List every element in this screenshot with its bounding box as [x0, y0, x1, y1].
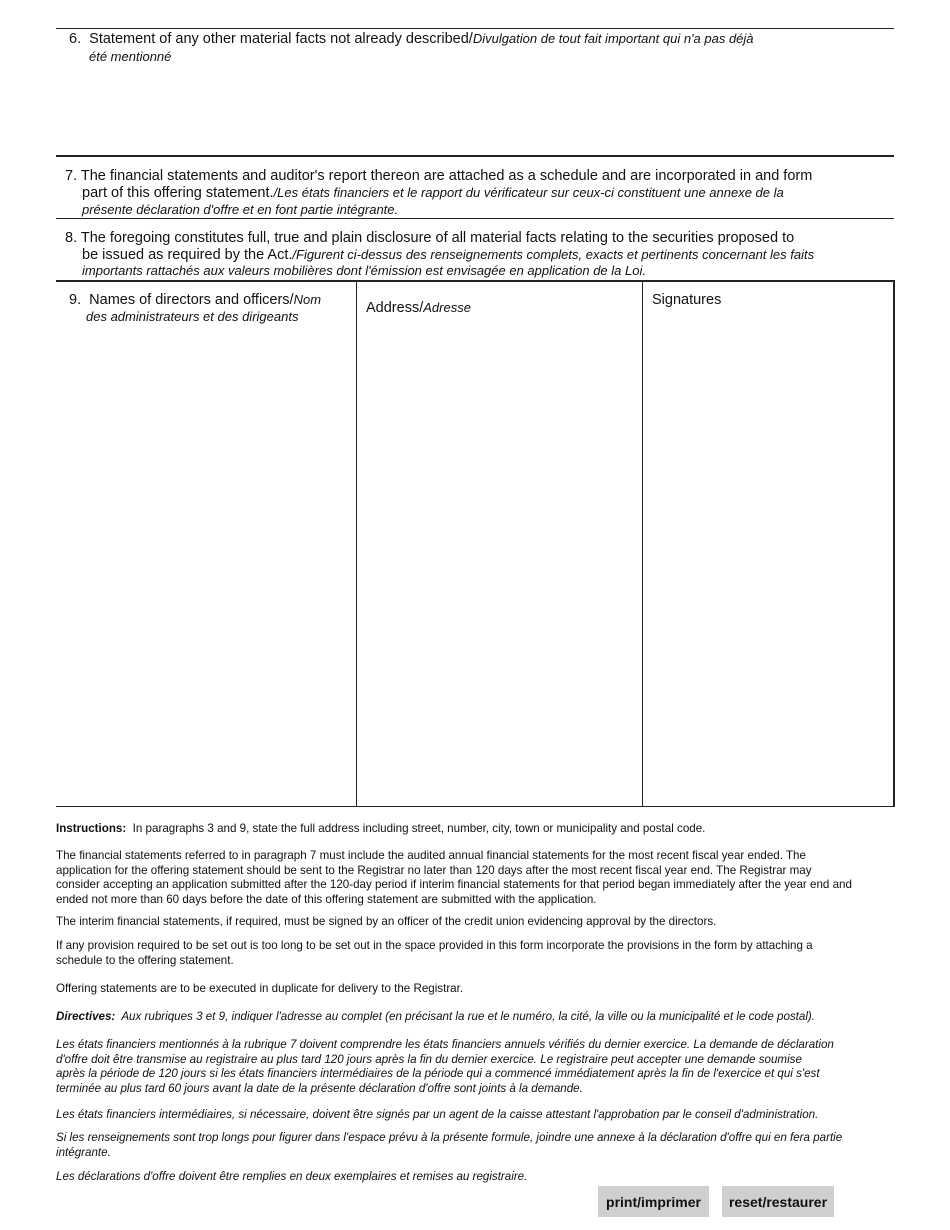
item9-bottom-rule: [56, 806, 895, 807]
item7-top-rule: [56, 155, 894, 157]
item9-names-header-en: Names of directors and officers/: [89, 292, 294, 308]
item9-address-header-en: Address/: [366, 300, 424, 316]
instructions-p2-line4: ended not more than 60 days before the date of this offering statement are submitted with the application.: [56, 892, 597, 906]
directives-p4-line1: Si les renseignements sont trop longs pour figurer dans l'espace prévu à la présente formule, joindre une annexe à la déclaration d'offre qui en fera partie: [56, 1131, 843, 1144]
item9-names-header-fr-b: des administrateurs et des dirigeants: [86, 309, 299, 324]
item9-names-header-fr-a: Nom: [293, 292, 322, 307]
item7-text-line3-fr: présente déclaration d'offre et en font partie intégrante.: [82, 202, 399, 217]
item8-text-line3-fr: importants rattachés aux valeurs mobilières dont l'émission est envisagée en application de la Loi.: [82, 263, 646, 278]
instructions-paragraph-1: [56, 822, 896, 837]
directors-signatures-field[interactable]: [646, 330, 889, 802]
directives-p4-line2: intégrante.: [56, 1145, 111, 1159]
item9-names-header: [69, 292, 354, 308]
directives-heading: Directives:: [56, 1010, 116, 1023]
item7-text-line1: The financial statements and auditor's report thereon are attached as a schedule and are incorporated in and form: [80, 168, 813, 184]
item7-text-line2-en: part of this offering statement.: [82, 185, 274, 201]
instructions-p4-line2: schedule to the offering statement.: [56, 953, 234, 967]
item6-label-fr: Divulgation de tout fait important qui n'a pas déjà: [472, 31, 754, 46]
item7-line1: [65, 168, 895, 184]
item7-line2: [82, 185, 902, 201]
print-button[interactable]: print/imprimer: [598, 1186, 709, 1217]
reset-button[interactable]: reset/restaurer: [722, 1186, 834, 1217]
instructions-paragraph-4: [56, 939, 896, 968]
directives-p2-line2: d'offre doit être transmise au registraire au plus tard 120 jours après la fin du dernier exercice. Le registraire peut accepter une demande soumise: [56, 1052, 802, 1066]
item6-label: [69, 31, 829, 47]
directives-p2-line4: terminée au plus tard 60 jours avant la date de la présente déclaration d'offre sont joints à la demande.: [56, 1081, 583, 1095]
directives-paragraph-2: [56, 1038, 896, 1096]
directors-names-field[interactable]: [60, 330, 352, 802]
instructions-p1-text: In paragraphs 3 and 9, state the full address including street, number, city, town or municipality and postal code.: [132, 822, 706, 835]
item8-text-line2-fr: /Figurent ci-dessus des renseignements complets, exacts et pertinents concernant les faits: [292, 247, 815, 262]
item8-number: 8.: [65, 230, 78, 246]
instructions-p4-line1: If any provision required to be set out is too long to be set out in the space provided in this form incorporate the provisions in the form by attaching a: [56, 939, 813, 952]
item9-top-rule: [56, 280, 895, 282]
item9-divider-1: [356, 281, 357, 807]
instructions-p2-line1: The financial statements referred to in paragraph 7 must include the audited annual financial statements for the most recent fiscal year ended. The: [56, 849, 806, 862]
item8-text-line2-en: be issued as required by the Act.: [82, 247, 293, 263]
item9-address-header-fr: Adresse: [423, 300, 471, 315]
directives-p2-line1: Les états financiers mentionnés à la rubrique 7 doivent comprendre les états financiers annuels vérifiés du dernier exercice. La demande de déclaration: [56, 1038, 834, 1051]
directives-paragraph-5: Les déclarations d'offre doivent être remplies en deux exemplaires et remises au registraire.: [56, 1170, 528, 1183]
instructions-paragraph-3: The interim financial statements, if required, must be signed by an officer of the credit union evidencing approval by the directors.: [56, 915, 717, 928]
item9-number: 9.: [69, 292, 82, 308]
item7-number: 7.: [65, 168, 78, 184]
instructions-paragraph-2: [56, 849, 896, 907]
item8-text-line1: The foregoing constitutes full, true and plain disclosure of all material facts relating to the securities proposed to: [80, 230, 795, 246]
item6-number: 6.: [69, 31, 82, 47]
item7-text-line2-fr: /Les états financiers et le rapport du vérificateur sur ceux-ci constituent une annexe de la: [273, 185, 784, 200]
item6-top-rule: [56, 28, 894, 29]
item6-label-fr-line2: été mentionné: [89, 49, 172, 64]
instructions-p2-line2: application for the offering statement should be sent to the Registrar no later than 120 days after the most recent fiscal year end. The Registrar may: [56, 863, 812, 877]
item9-divider-2: [642, 281, 643, 807]
item9-right-border: [893, 281, 895, 807]
directives-p2-line3: après la période de 120 jours si les états financiers intermédiaires de la période qui a commencé immédiatement après la fin de l'exercice et qui s'est: [56, 1067, 820, 1081]
item9-address-header: [366, 300, 471, 316]
directives-p1-text: Aux rubriques 3 et 9, indiquer l'adresse au complet (en précisant la rue et le numéro, la cité, la ville ou la municipalité et le code postal).: [121, 1010, 816, 1023]
directives-paragraph-4: [56, 1131, 896, 1160]
item8-line2: [82, 247, 902, 263]
instructions-paragraph-5: Offering statements are to be executed in duplicate for delivery to the Registrar.: [56, 982, 464, 995]
item6-label-en: Statement of any other material facts not already described/: [89, 31, 473, 47]
directives-paragraph-1: [56, 1010, 896, 1025]
instructions-p2-line3: consider accepting an application submitted after the 120-day period if interim financial statements for that period began immediately after the year end and: [56, 878, 852, 892]
item9-signatures-header: Signatures: [652, 292, 722, 308]
directives-paragraph-3: Les états financiers intermédiaires, si nécessaire, doivent être signés par un agent de la caisse attestant l'approbation par le conseil d'administration.: [56, 1108, 819, 1121]
item7-bottom-rule: [56, 218, 894, 219]
item8-line1: [65, 230, 895, 246]
directors-address-field[interactable]: [360, 330, 638, 802]
item6-text-field[interactable]: [60, 68, 890, 152]
instructions-heading: Instructions:: [56, 822, 127, 835]
